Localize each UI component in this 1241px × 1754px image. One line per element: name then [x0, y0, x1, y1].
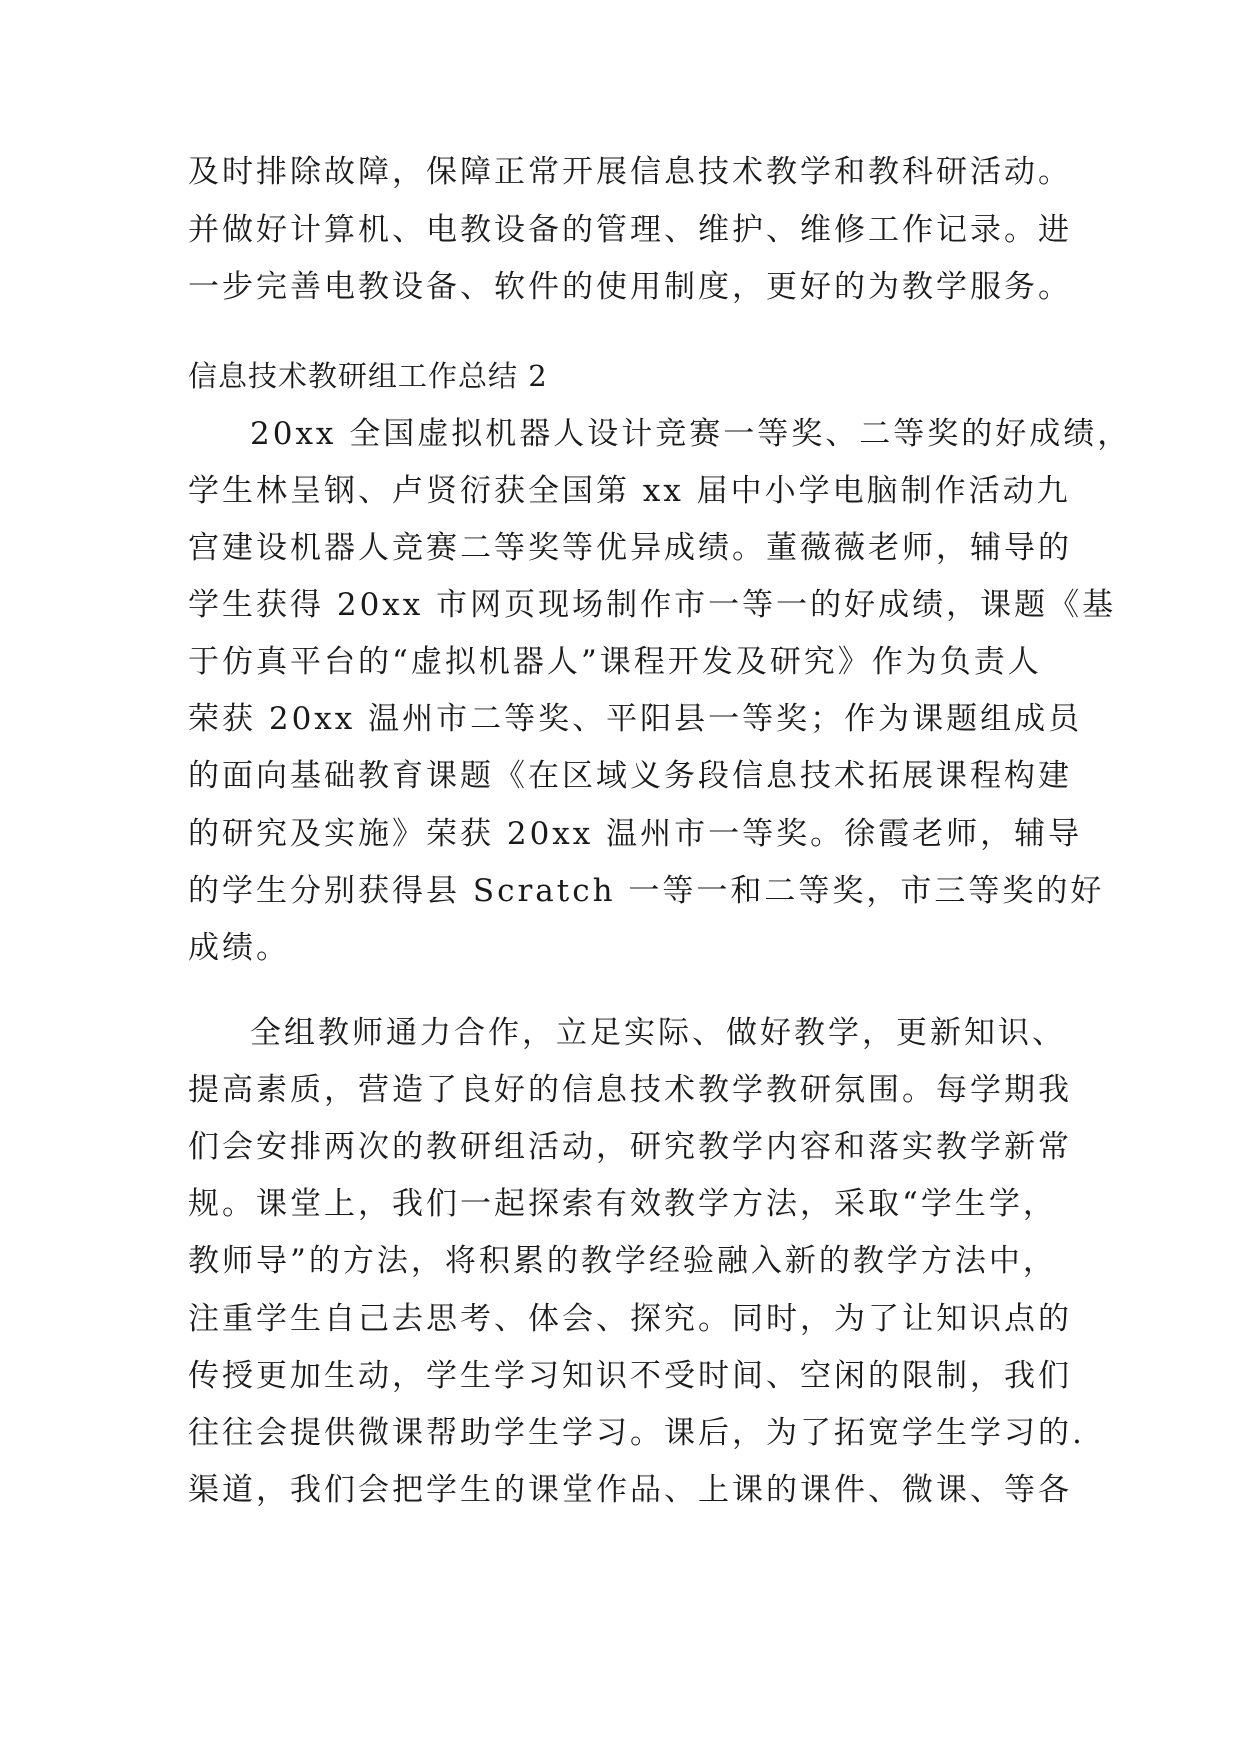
paragraph-line: 学生获得 20xx 市网页现场制作市一等一的好成绩，课题《基	[188, 587, 1117, 623]
paragraph-line: 学生林呈钢、卢贤衍获全国第 xx 届中小学电脑制作活动九	[188, 473, 1071, 509]
section-title: 信息技术教研组工作总结 2	[188, 359, 548, 393]
paragraph-line: 成绩。	[188, 930, 290, 966]
paragraph-line: 教师导”的方法，将积累的教学经验融入新的教学方法中，	[188, 1243, 1057, 1279]
paragraph-line: 注重学生自己去思考、体会、探究。同时，为了让知识点的	[188, 1301, 1072, 1337]
intro-line: 及时排除故障，保障正常开展信息技术教学和教科研活动。	[188, 154, 1072, 190]
paragraph-line: 的面向基础教育课题《在区域义务段信息技术拓展课程构建	[188, 758, 1072, 794]
paragraph-line: 渠道，我们会把学生的课堂作品、上课的课件、微课、等各	[188, 1472, 1072, 1508]
intro-line: 一步完善电教设备、软件的使用制度，更好的为教学服务。	[188, 269, 1072, 305]
paragraph-line: 宫建设机器人竞赛二等奖等优异成绩。董薇薇老师，辅导的	[188, 530, 1072, 566]
paragraph-line: 规。课堂上，我们一起探索有效教学方法，采取“学生学，	[188, 1186, 1057, 1222]
paragraph-line: 于仿真平台的“虚拟机器人”课程开发及研究》作为负责人	[188, 644, 1042, 680]
paragraph-line: 20xx 全国虚拟机器人设计竞赛一等奖、二等奖的好成绩，	[250, 416, 1132, 452]
paragraph-line: 往往会提供微课帮助学生学习。课后，为了拓宽学生学习的.	[188, 1415, 1085, 1451]
paragraph-line: 全组教师通力合作，立足实际、做好教学，更新知识、	[250, 1015, 1066, 1051]
paragraph-line: 传授更加生动，学生学习知识不受时间、空闲的限制，我们	[188, 1358, 1072, 1394]
intro-line: 并做好计算机、电教设备的管理、维护、维修工作记录。进	[188, 212, 1072, 248]
paragraph-line: 提高素质，营造了良好的信息技术教学教研氛围。每学期我	[188, 1072, 1072, 1108]
paragraph-line: 们会安排两次的教研组活动，研究教学内容和落实教学新常	[188, 1129, 1072, 1165]
paragraph-line: 的学生分别获得县 Scratch 一等一和二等奖，市三等奖的好	[188, 873, 1105, 909]
paragraph-line: 的研究及实施》荣获 20xx 温州市一等奖。徐霞老师，辅导	[188, 816, 1083, 852]
paragraph-line: 荣获 20xx 温州市二等奖、平阳县一等奖；作为课题组成员	[188, 701, 1083, 737]
